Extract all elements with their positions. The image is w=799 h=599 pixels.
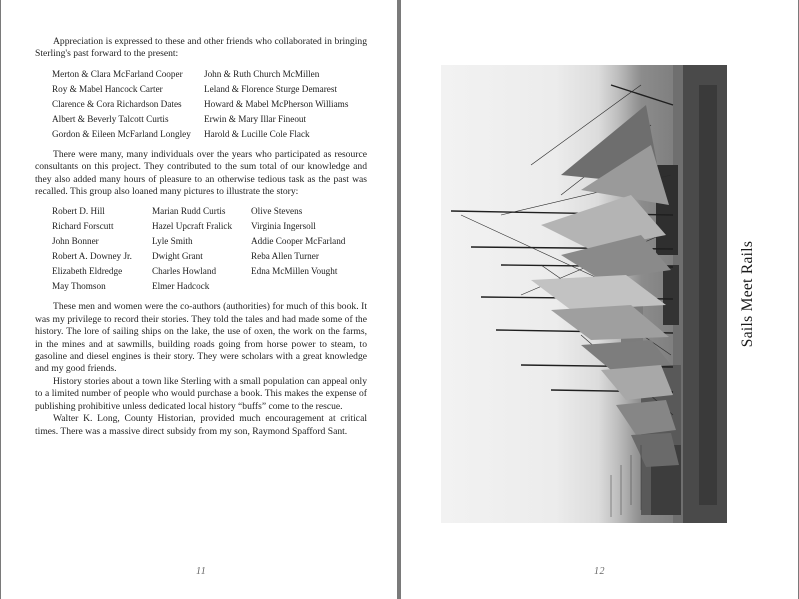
collaborator-name: Leland & Florence Sturge Demarest [204,83,338,94]
consultant-name: Dwight Grant [152,251,203,262]
consultant-name: Marian Rudd Curtis [152,206,226,217]
consultant-name: Edna McMillen Vought [251,266,338,277]
consultant-name: Elmer Hadcock [152,281,210,292]
intro-paragraph: Appreciation is expressed to these and other friends who collaborated in bringing Sterling's past forward to the present: [35,36,367,60]
collaborator-name: Erwin & Mary Illar Fineout [204,113,307,124]
consultant-name: Robert A. Downey Jr. [52,251,132,262]
sailing-ships-photo [441,65,727,523]
collaborator-name: Merton & Clara McFarland Cooper [52,68,183,79]
page-number-right: 12 [594,566,605,577]
right-page [401,0,798,599]
consultant-name: Olive Stevens [251,206,303,217]
publishing-paragraph: History stories about a town like Sterling with a small population can appeal only to a limited number of people who would purchase a book. This makes the expense of publishing prohibitive unless dedicated local history “buffs” come to the rescue. [35,375,367,412]
collaborator-name: Roy & Mabel Hancock Carter [52,83,163,94]
consultants-list [52,204,367,294]
page-number-left: 11 [196,566,207,577]
consultant-name: Addie Cooper McFarland [251,236,346,247]
consultant-name: John Bonner [52,236,99,247]
collaborators-list [52,67,367,142]
collaborator-name: Gordon & Eileen McFarland Longley [52,128,191,139]
consultant-name: Virginia Ingersoll [251,221,316,232]
consultant-name: Reba Allen Turner [251,251,319,262]
consultants-paragraph: There were many, many individuals over the years who participated as resource consultants on this project. They contributed to the sum total of our knowledge and they also added many hours of pleasure to an otherwise tedious task as the past was recalled. This group also loaned many pictures to illustrate the story: [35,148,367,198]
consultant-name: Charles Howland [152,266,217,277]
acknowledgements-text [35,36,367,438]
left-page [1,0,397,599]
consultant-name: May Thomson [52,281,106,292]
consultant-name: Richard Forscutt [52,221,114,232]
coauthors-paragraph: These men and women were the co-authors (authorities) for much of this book. It was my privilege to record their stories. They told the tales and had made some of the history. The lore of sailing ships on the lake, the use of oxen, the work on the farms, in the mines and at sawmills, building roads going from horse power to steam, to gasoline and diesel engines is their story. They were scholars with a great knowledge and my good friends. [35,301,367,375]
sailing-ships-image [441,65,727,523]
consultant-name: Robert D. Hill [52,206,105,217]
photo-caption [728,65,768,523]
historian-paragraph: Walter K. Long, County Historian, provided much encouragement at critical times. There was a massive direct subsidy from my son, Raymond Spafford Sant. [35,413,367,437]
photo-caption-text: Sails Meet Rails [739,240,756,348]
consultant-name: Lyle Smith [152,236,193,247]
collaborator-name: Harold & Lucille Cole Flack [204,128,310,139]
collaborator-name: John & Ruth Church McMillen [204,68,320,79]
consultant-name: Elizabeth Eldredge [52,266,123,277]
collaborator-name: Clarence & Cora Richardson Dates [52,98,182,109]
consultant-name: Hazel Upcraft Fralick [152,221,233,232]
collaborator-name: Howard & Mabel McPherson Williams [204,98,349,109]
collaborator-name: Albert & Beverly Talcott Curtis [52,113,169,124]
